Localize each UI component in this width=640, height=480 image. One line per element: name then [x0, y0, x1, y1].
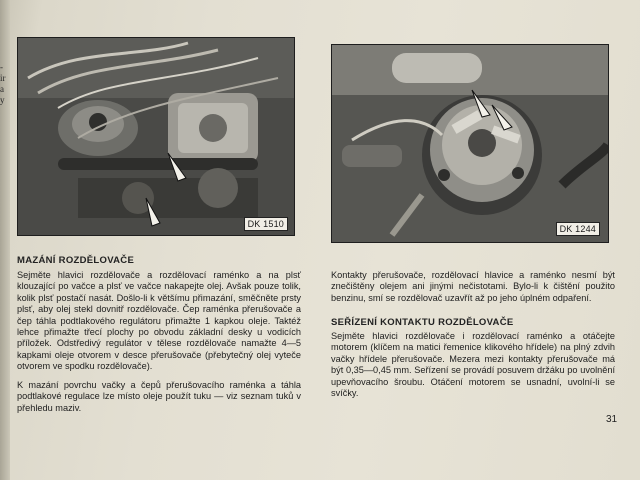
left-margin-fragments — [0, 62, 10, 106]
paragraph: Sejměte hlavici rozdělovače i rozdělovací raménko a otáčejte motorem (klíčem na matici řemenice klikového hřídele) na plný zdvih vačky hřídele přerušovače. Mezera mezi kontakty přerušovače má být 0,35—0,45 mm. Seřízení se provádí posuvem držáku po uvolnění upevňovacího šroubu. Otáčení motorem se usnadní, uvolní-li se svíčky. — [331, 331, 615, 399]
margin-fragment: y — [0, 95, 5, 105]
engine-photo — [17, 37, 295, 236]
photo-label: DK 1510 — [244, 217, 288, 231]
engine-photo-drawing — [18, 38, 294, 235]
photo-label: DK 1244 — [556, 222, 600, 236]
margin-fragment: - — [0, 62, 3, 72]
paragraph: K mazání povrchu vačky a čepů přerušovacího raménka a táhla podtlakové regulace lze místo oleje použít tuku — viz seznam tuků v přehledu maziv. — [17, 380, 301, 413]
paragraph: Sejměte hlavici rozdělovače a rozdělovací raménko a na plsť klouzající po vačce a plsť ve vačce nakapejte olej. Avšak pouze tolik, kolik plsť postačí nasát. Došlo-li k většímu přimazání, směčněte prsty plsť, aby olej stekl dovnitř rozdělovače. Čep raménka přerušovače a čep táhla podtlakového regulátoru přimažte 1 kapkou oleje. Taktéž lehce přimažte třecí plochy po obvodu základní desky u vodicích příložek. Odstředivý regulátor v tělese rozdělovače namažte 4—5 kapkami oleje otvorem v desce přerušovače (přebytečný olej vyteče otvorem ve spodku rozdělovače). — [17, 270, 301, 372]
section-heading: SEŘÍZENÍ KONTAKTU ROZDĚLOVAČE — [331, 317, 514, 328]
margin-fragment: ir — [0, 73, 6, 83]
paragraph: Kontakty přerušovače, rozdělovací hlavice a raménko nesmí být znečištěny olejem ani jinými nečistotami. Bylo-li k čištění použito benzinu, smí se rozdělovač uzavřít až po jeho úplném odpaření. — [331, 270, 615, 303]
distributor-photo-drawing — [332, 45, 608, 242]
page-number: 31 — [606, 414, 618, 425]
section-heading: MAZÁNÍ ROZDĚLOVAČE — [17, 255, 135, 266]
distributor-photo — [331, 44, 609, 243]
margin-fragment: a — [0, 84, 4, 94]
